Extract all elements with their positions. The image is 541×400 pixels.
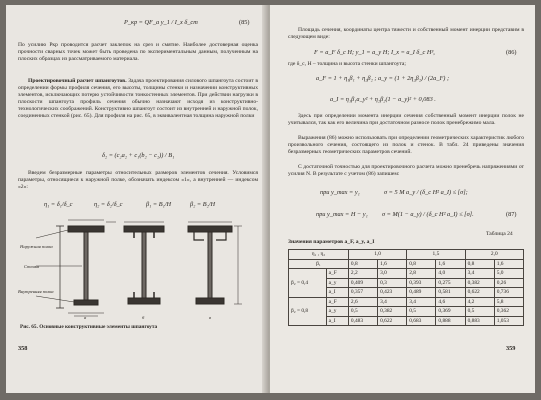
paragraph-area: Площадь сечения, координаты центра тяжести и собственный момент инерции представим в следующем виде: — [288, 27, 524, 40]
table-cell: 2,6 — [348, 297, 377, 307]
param-beta2: β₂ = B₂/H — [190, 201, 216, 208]
table-cell: 0,5 — [407, 307, 436, 317]
paragraph-stress: С достаточной точностью для проектировочного расчета можно пренебречь напряжениями от усилия N. В результате с учетом (86) запишем: — [288, 164, 524, 177]
formula-af-ay: a_F = 1 + η₁β₁ + η₂β₂ ; a_y = (1 + 2η₂β₂) / (2a_F) ; — [316, 75, 450, 82]
table-cell: 0,357 — [348, 288, 377, 298]
section-heading: Проектировочный расчет шпангоутов. — [28, 78, 127, 84]
table-header-cell: 0,8 — [407, 259, 436, 269]
formula-number-87: (87) — [506, 211, 517, 218]
table-header-cell: 2,0 — [465, 250, 523, 260]
label-figure-a: а — [84, 315, 87, 320]
table-cell: 4,2 — [465, 297, 494, 307]
table-cell: 2,2 — [348, 269, 377, 279]
table-header-cell: η₁ , η₂ — [289, 250, 349, 260]
table-cell: 4,0 — [436, 269, 465, 279]
table-cell: 0,888 — [436, 316, 465, 326]
paragraph-design-text: Задача проектирования силового шпангоута состоит в определении формы профиля сечения, его высоты, толщины стенки и назначении конструктивных элементов, исключающих потерю устойчивости тонкостенных элементов. При действии нагрузки в плоскости шпангоута профиль сечения обычно назначают исходя из конструктивно-технологических соображений. Конструктивно шпангоут состоит из внутренней и наружной полок, соединенных стенкой (рис. 65). Для профиля на рис. 65, в эквивалентная толщина наружной полки — [18, 78, 259, 119]
table-header-cell: 1,6 — [378, 259, 407, 269]
page-number-right: 359 — [506, 345, 516, 352]
param-eta1: η₁ = δ₁/δ_c — [44, 201, 73, 208]
formula-delta2: δ₂ = (c₂a₂ + c₁(b₂ − c₂)) / B₁ — [102, 152, 175, 159]
table-cell: 0,423 — [378, 288, 407, 298]
table-row — [289, 269, 524, 279]
table-title: Значения параметров a_F, a_y, a_I — [288, 239, 375, 245]
table-header-cell: 1,6 — [494, 259, 523, 269]
formula-pkr: P_кр = QF_a y_1 / I_x δ_ст — [124, 19, 198, 26]
paragraph-design — [18, 78, 258, 120]
label-figure-v: в — [209, 315, 211, 320]
table-cell: 0,382 — [465, 278, 494, 288]
section-a-drawing — [36, 220, 116, 316]
formula-number-86: (86) — [506, 49, 517, 56]
condition-2-left: при y_max = H − y₁ — [316, 211, 368, 218]
param-beta1: β₁ = B₁/H — [146, 201, 172, 208]
table-param-cell: a_F — [326, 269, 348, 279]
table-cell: 0,483 — [348, 316, 377, 326]
table-cell: 0,489 — [407, 288, 436, 298]
table-param-cell: a_I — [326, 316, 348, 326]
condition-1-left: при y_max = y₁ — [320, 189, 360, 196]
left-page — [6, 5, 268, 393]
table-cell: 0,369 — [436, 307, 465, 317]
table-header-cell: 0,8 — [348, 259, 377, 269]
label-figure-b: б — [142, 315, 145, 320]
table-param-cell: a_F — [326, 297, 348, 307]
table-header-cell: 1,0 — [348, 250, 406, 260]
table-group-label: β₂ = 0,8 — [289, 297, 327, 326]
right-page — [270, 5, 535, 393]
table-cell: 0,362 — [494, 307, 523, 317]
param-eta2: η₂ = δ₂/δ_c — [94, 201, 123, 208]
formula-ai: a_I = η₁β₁a_y² + η₂β₂(1 − a_y)² + 0,083 . — [330, 96, 436, 103]
table-header-cell: β₁ — [289, 259, 349, 269]
table-cell: 0,736 — [494, 288, 523, 298]
table-cell: 0,26 — [494, 278, 523, 288]
table-cell: 3,4 — [465, 269, 494, 279]
label-web: Стенка — [24, 264, 40, 269]
condition-1-right: σ = 5 M a_y / (δ_c H² a_I) ≤ [σ]; — [384, 189, 468, 196]
table-param-cell: a_y — [326, 307, 348, 317]
table-cell: 0,683 — [407, 316, 436, 326]
table-cell: 0,622 — [378, 316, 407, 326]
paragraph-params: Введем безразмерные параметры относительных размеров элементов сечения. Условимся параметры, относящиеся к наружной полке, обозначать индексом «1», а внутренней — индексом «2»: — [18, 170, 258, 190]
paragraph-rivets: По усилию Pкр проводится расчет заклепок на срез и смятие. Наиболее достоверная оценка прочности сварных точек может быть проведена по экспериментальным данным, полученным на плоских образцах из рассматриваемого материала. — [18, 42, 258, 62]
formula-86: F = a_F δ_c H; y_1 = a_y H; I_x = a_I δ_c H³, — [314, 49, 435, 56]
condition-2-right: σ = M(1 − a_y) / (δ_c H² a_I) ≤ [σ]. — [382, 211, 474, 218]
paragraph-expressions: Выражения (86) можно использовать при определении геометрических характеристик любого произвольного сечения, состоящего из полок и стенок. В табл. 24 приведены значения безразмерных геометрических параметров сечений. — [288, 135, 524, 155]
table-cell: 0,5 — [348, 307, 377, 317]
label-inner-flange: Внутренняя полка — [18, 289, 54, 294]
paragraph-where: где δ_c, H – толщина и высота стенки шпангоута; — [288, 61, 406, 67]
table-cell: 0,622 — [465, 288, 494, 298]
table-header-row — [289, 250, 524, 260]
paragraph-moment: Здесь при определении момента инерции сечения собственный момент инерции полок не учитывался, так как его величина при достаточном разносе полок пренебрежимо мала. — [288, 113, 524, 126]
parameters-table — [288, 249, 524, 326]
page-number-left: 358 — [18, 345, 28, 352]
table-label: Таблица 24 — [486, 231, 513, 237]
table-subheader-row — [289, 259, 524, 269]
table-param-cell: a_I — [326, 288, 348, 298]
frame-sections-figure — [16, 218, 261, 320]
formula-number-85: (85) — [239, 19, 250, 26]
table-group-label: β₂ = 0,4 — [289, 269, 327, 298]
table-header-cell: 0,8 — [465, 259, 494, 269]
table-cell: 0,883 — [465, 316, 494, 326]
table-cell: 2,8 — [407, 269, 436, 279]
label-outer-flange: Наружная полка — [20, 244, 53, 249]
table-header-cell: 1,5 — [407, 250, 465, 260]
figure-caption: Рис. 65. Основные конструктивные элементы шпангоута — [20, 324, 158, 330]
table-header-cell: 1,6 — [436, 259, 465, 269]
table-cell: 0,382 — [378, 307, 407, 317]
table-cell: 3,4 — [407, 297, 436, 307]
table-cell: 0,5 — [465, 307, 494, 317]
table-cell: 0,275 — [436, 278, 465, 288]
table-cell: 3,4 — [378, 297, 407, 307]
table-cell: 0,409 — [348, 278, 377, 288]
table-cell: 1,053 — [494, 316, 523, 326]
table-cell: 0,581 — [436, 288, 465, 298]
table-cell: 5,0 — [494, 269, 523, 279]
table-cell: 0,393 — [407, 278, 436, 288]
table-param-cell: a_y — [326, 278, 348, 288]
table-cell: 5,8 — [494, 297, 523, 307]
table-row — [289, 297, 524, 307]
table-cell: 0,3 — [378, 278, 407, 288]
table-cell: 3,0 — [378, 269, 407, 279]
section-v-drawing — [188, 222, 242, 304]
section-b-drawing — [124, 222, 164, 304]
table-cell: 4,6 — [436, 297, 465, 307]
